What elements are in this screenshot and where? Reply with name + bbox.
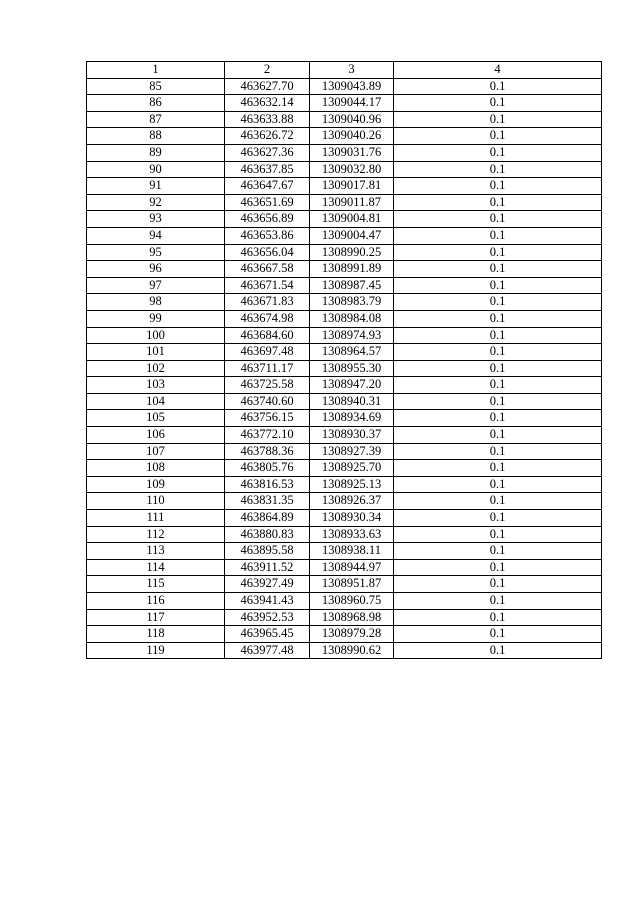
value-cell: 0.1 (394, 559, 602, 576)
column-header-3: 3 (310, 62, 394, 79)
table-row (87, 360, 602, 377)
x-coordinate-cell: 463864.89 (225, 510, 310, 527)
y-coordinate-cell: 1309011.87 (310, 194, 394, 211)
value-cell: 0.1 (394, 593, 602, 610)
table-row (87, 377, 602, 394)
x-coordinate-cell: 463627.70 (225, 78, 310, 95)
point-number-cell: 87 (87, 111, 225, 128)
value-cell: 0.1 (394, 294, 602, 311)
point-number-cell: 104 (87, 393, 225, 410)
x-coordinate-cell: 463816.53 (225, 476, 310, 493)
x-coordinate-cell: 463880.83 (225, 526, 310, 543)
table-row (87, 111, 602, 128)
table-row (87, 609, 602, 626)
table-row (87, 543, 602, 560)
x-coordinate-cell: 463632.14 (225, 95, 310, 112)
table-row (87, 626, 602, 643)
y-coordinate-cell: 1308951.87 (310, 576, 394, 593)
value-cell: 0.1 (394, 161, 602, 178)
point-number-cell: 100 (87, 327, 225, 344)
column-header-1: 1 (87, 62, 225, 79)
point-number-cell: 110 (87, 493, 225, 510)
y-coordinate-cell: 1308983.79 (310, 294, 394, 311)
y-coordinate-cell: 1309032.80 (310, 161, 394, 178)
y-coordinate-cell: 1309044.17 (310, 95, 394, 112)
table-row (87, 244, 602, 261)
y-coordinate-cell: 1308974.93 (310, 327, 394, 344)
value-cell: 0.1 (394, 344, 602, 361)
value-cell: 0.1 (394, 510, 602, 527)
table-row (87, 443, 602, 460)
point-number-cell: 85 (87, 78, 225, 95)
value-cell: 0.1 (394, 128, 602, 145)
table-row (87, 78, 602, 95)
y-coordinate-cell: 1309043.89 (310, 78, 394, 95)
point-number-cell: 118 (87, 626, 225, 643)
y-coordinate-cell: 1308964.57 (310, 344, 394, 361)
y-coordinate-cell: 1308984.08 (310, 310, 394, 327)
point-number-cell: 98 (87, 294, 225, 311)
value-cell: 0.1 (394, 111, 602, 128)
x-coordinate-cell: 463674.98 (225, 310, 310, 327)
x-coordinate-cell: 463656.89 (225, 211, 310, 228)
point-number-cell: 99 (87, 310, 225, 327)
value-cell: 0.1 (394, 626, 602, 643)
x-coordinate-cell: 463952.53 (225, 609, 310, 626)
y-coordinate-cell: 1308934.69 (310, 410, 394, 427)
x-coordinate-cell: 463788.36 (225, 443, 310, 460)
y-coordinate-cell: 1308944.97 (310, 559, 394, 576)
y-coordinate-cell: 1308925.13 (310, 476, 394, 493)
point-number-cell: 105 (87, 410, 225, 427)
table-row (87, 95, 602, 112)
table-row (87, 493, 602, 510)
y-coordinate-cell: 1308940.31 (310, 393, 394, 410)
value-cell: 0.1 (394, 277, 602, 294)
table-body (87, 78, 602, 659)
y-coordinate-cell: 1308990.25 (310, 244, 394, 261)
y-coordinate-cell: 1309004.81 (310, 211, 394, 228)
table-row (87, 211, 602, 228)
point-number-cell: 97 (87, 277, 225, 294)
value-cell: 0.1 (394, 227, 602, 244)
y-coordinate-cell: 1309040.96 (310, 111, 394, 128)
y-coordinate-cell: 1309040.26 (310, 128, 394, 145)
value-cell: 0.1 (394, 393, 602, 410)
x-coordinate-cell: 463740.60 (225, 393, 310, 410)
point-number-cell: 86 (87, 95, 225, 112)
point-number-cell: 89 (87, 144, 225, 161)
table-row (87, 393, 602, 410)
point-number-cell: 94 (87, 227, 225, 244)
point-number-cell: 111 (87, 510, 225, 527)
x-coordinate-cell: 463805.76 (225, 460, 310, 477)
table-row (87, 344, 602, 361)
value-cell: 0.1 (394, 642, 602, 659)
table-row (87, 161, 602, 178)
value-cell: 0.1 (394, 427, 602, 444)
table-row (87, 327, 602, 344)
x-coordinate-cell: 463651.69 (225, 194, 310, 211)
x-coordinate-cell: 463711.17 (225, 360, 310, 377)
table-row (87, 227, 602, 244)
y-coordinate-cell: 1308968.98 (310, 609, 394, 626)
point-number-cell: 116 (87, 593, 225, 610)
value-cell: 0.1 (394, 526, 602, 543)
y-coordinate-cell: 1309031.76 (310, 144, 394, 161)
value-cell: 0.1 (394, 194, 602, 211)
table-row (87, 642, 602, 659)
point-number-cell: 91 (87, 178, 225, 195)
x-coordinate-cell: 463671.54 (225, 277, 310, 294)
x-coordinate-cell: 463756.15 (225, 410, 310, 427)
column-header-2: 2 (225, 62, 310, 79)
y-coordinate-cell: 1308991.89 (310, 261, 394, 278)
value-cell: 0.1 (394, 211, 602, 228)
table-row (87, 277, 602, 294)
value-cell: 0.1 (394, 493, 602, 510)
y-coordinate-cell: 1308927.39 (310, 443, 394, 460)
x-coordinate-cell: 463725.58 (225, 377, 310, 394)
point-number-cell: 106 (87, 427, 225, 444)
y-coordinate-cell: 1308960.75 (310, 593, 394, 610)
x-coordinate-cell: 463656.04 (225, 244, 310, 261)
x-coordinate-cell: 463697.48 (225, 344, 310, 361)
y-coordinate-cell: 1308930.34 (310, 510, 394, 527)
value-cell: 0.1 (394, 310, 602, 327)
y-coordinate-cell: 1308926.37 (310, 493, 394, 510)
x-coordinate-cell: 463927.49 (225, 576, 310, 593)
point-number-cell: 92 (87, 194, 225, 211)
y-coordinate-cell: 1308990.62 (310, 642, 394, 659)
y-coordinate-cell: 1308930.37 (310, 427, 394, 444)
table-row (87, 194, 602, 211)
x-coordinate-cell: 463684.60 (225, 327, 310, 344)
point-number-cell: 95 (87, 244, 225, 261)
table-row (87, 427, 602, 444)
point-number-cell: 96 (87, 261, 225, 278)
point-number-cell: 113 (87, 543, 225, 560)
x-coordinate-cell: 463772.10 (225, 427, 310, 444)
value-cell: 0.1 (394, 543, 602, 560)
point-number-cell: 90 (87, 161, 225, 178)
table-row (87, 128, 602, 145)
value-cell: 0.1 (394, 178, 602, 195)
y-coordinate-cell: 1309004.47 (310, 227, 394, 244)
x-coordinate-cell: 463627.36 (225, 144, 310, 161)
point-number-cell: 103 (87, 377, 225, 394)
table-row (87, 510, 602, 527)
column-header-4: 4 (394, 62, 602, 79)
value-cell: 0.1 (394, 443, 602, 460)
x-coordinate-cell: 463637.85 (225, 161, 310, 178)
x-coordinate-cell: 463671.83 (225, 294, 310, 311)
table-header-row (87, 62, 602, 79)
table-row (87, 144, 602, 161)
value-cell: 0.1 (394, 476, 602, 493)
value-cell: 0.1 (394, 78, 602, 95)
value-cell: 0.1 (394, 410, 602, 427)
value-cell: 0.1 (394, 460, 602, 477)
x-coordinate-cell: 463977.48 (225, 642, 310, 659)
point-number-cell: 107 (87, 443, 225, 460)
value-cell: 0.1 (394, 261, 602, 278)
point-number-cell: 115 (87, 576, 225, 593)
x-coordinate-cell: 463941.43 (225, 593, 310, 610)
table-row (87, 460, 602, 477)
point-number-cell: 93 (87, 211, 225, 228)
value-cell: 0.1 (394, 576, 602, 593)
table-row (87, 559, 602, 576)
point-number-cell: 119 (87, 642, 225, 659)
table-row (87, 410, 602, 427)
x-coordinate-cell: 463831.35 (225, 493, 310, 510)
point-number-cell: 112 (87, 526, 225, 543)
x-coordinate-cell: 463626.72 (225, 128, 310, 145)
y-coordinate-cell: 1308947.20 (310, 377, 394, 394)
table-row (87, 476, 602, 493)
table-row (87, 178, 602, 195)
point-number-cell: 88 (87, 128, 225, 145)
y-coordinate-cell: 1308938.11 (310, 543, 394, 560)
x-coordinate-cell: 463911.52 (225, 559, 310, 576)
y-coordinate-cell: 1308955.30 (310, 360, 394, 377)
point-number-cell: 102 (87, 360, 225, 377)
value-cell: 0.1 (394, 144, 602, 161)
table-row (87, 310, 602, 327)
value-cell: 0.1 (394, 377, 602, 394)
y-coordinate-cell: 1308987.45 (310, 277, 394, 294)
value-cell: 0.1 (394, 244, 602, 261)
x-coordinate-cell: 463895.58 (225, 543, 310, 560)
table-row (87, 576, 602, 593)
x-coordinate-cell: 463633.88 (225, 111, 310, 128)
point-number-cell: 101 (87, 344, 225, 361)
x-coordinate-cell: 463647.67 (225, 178, 310, 195)
x-coordinate-cell: 463667.58 (225, 261, 310, 278)
value-cell: 0.1 (394, 609, 602, 626)
coordinates-table (86, 61, 602, 659)
table-row (87, 261, 602, 278)
point-number-cell: 114 (87, 559, 225, 576)
table-row (87, 294, 602, 311)
table-row (87, 593, 602, 610)
value-cell: 0.1 (394, 327, 602, 344)
x-coordinate-cell: 463965.45 (225, 626, 310, 643)
point-number-cell: 108 (87, 460, 225, 477)
value-cell: 0.1 (394, 360, 602, 377)
y-coordinate-cell: 1308933.63 (310, 526, 394, 543)
point-number-cell: 109 (87, 476, 225, 493)
point-number-cell: 117 (87, 609, 225, 626)
table-row (87, 526, 602, 543)
y-coordinate-cell: 1308979.28 (310, 626, 394, 643)
value-cell: 0.1 (394, 95, 602, 112)
y-coordinate-cell: 1308925.70 (310, 460, 394, 477)
y-coordinate-cell: 1309017.81 (310, 178, 394, 195)
x-coordinate-cell: 463653.86 (225, 227, 310, 244)
